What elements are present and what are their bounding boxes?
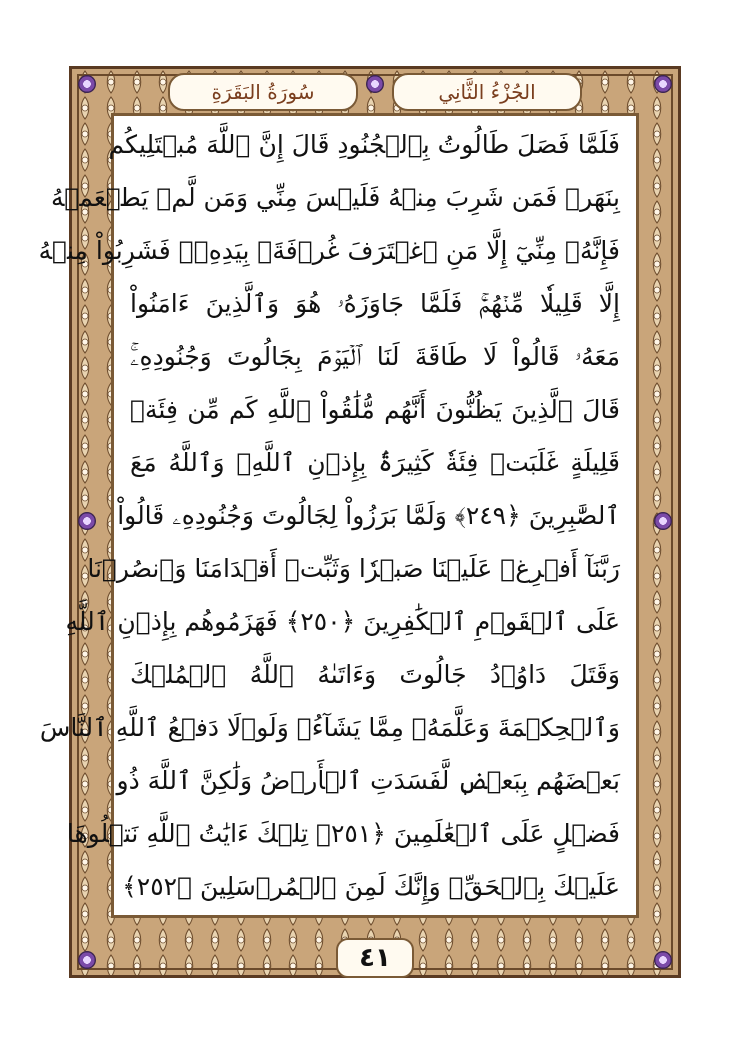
ornament-flower-icon bbox=[654, 951, 672, 969]
ornament-flower-icon bbox=[366, 75, 384, 93]
text-line: وَقَتَلَ دَاوُۥدُ جَالُوتَ وَءَاتَىٰهُ ٱللَّهُ ٱلۡمُلۡكَ bbox=[130, 660, 620, 689]
text-line: عَلَيۡكَ بِٱلۡحَقِّۚ وَإِنَّكَ لَمِنَ ٱلۡمُرۡسَلِينَ ﴿٢٥٢﴾ bbox=[122, 872, 620, 901]
surah-header bbox=[168, 73, 358, 111]
text-line: إِلَّا قَلِيلٗا مِّنۡهُمۡۚ فَلَمَّا جَاوَزَهُۥ هُوَ وَٱلَّذِينَ ءَامَنُواْ bbox=[130, 289, 620, 318]
text-line: قَلِيلَةٍ غَلَبَتۡ فِئَةٗ كَثِيرَةَۢ بِإِذۡنِ ٱللَّهِۗ وَٱللَّهُ مَعَ bbox=[130, 448, 620, 477]
surah-label: سُورَةُ البَقَرَةِ bbox=[211, 80, 315, 104]
text-line: ٱلصَّٰبِرِينَ ﴿٢٤٩﴾ وَلَمَّا بَرَزُواْ لِجَالُوتَ وَجُنُودِهِۦ قَالُواْ bbox=[117, 501, 620, 530]
page-number bbox=[336, 938, 414, 978]
text-line: رَبَّنَآ أَفۡرِغۡ عَلَيۡنَا صَبۡرٗا وَثَبِّتۡ أَقۡدَامَنَا وَٱنصُرۡنَا bbox=[87, 554, 620, 583]
text-line: فَضۡلٍ عَلَى ٱلۡعَٰلَمِينَ ﴿٢٥١﴾ تِلۡكَ ءَايَٰتُ ٱللَّهِ نَتۡلُوهَا bbox=[66, 819, 620, 848]
text-line: وَٱلۡحِكۡمَةَ وَعَلَّمَهُۥ مِمَّا يَشَآءُۗ وَلَوۡلَا دَفۡعُ ٱللَّهِ ٱلنَّاسَ bbox=[39, 713, 620, 742]
text-line: فَلَمَّا فَصَلَ طَالُوتُ بِٱلۡجُنُودِ قَالَ إِنَّ ٱللَّهَ مُبۡتَلِيكُم bbox=[108, 130, 620, 159]
juz-label: الجُزْءُ الثَّانِي bbox=[438, 80, 536, 104]
text-line: مَعَهُۥ قَالُواْ لَا طَاقَةَ لَنَا ٱلۡيَوۡمَ بِجَالُوتَ وَجُنُودِهِۦۚ bbox=[130, 342, 620, 371]
juz-header bbox=[392, 73, 582, 111]
ornament-flower-icon bbox=[654, 512, 672, 530]
page-number-label: ٤١ bbox=[359, 943, 391, 973]
text-line: بَعۡضَهُم بِبَعۡضٖ لَّفَسَدَتِ ٱلۡأَرۡضُ وَلَٰكِنَّ ٱللَّهَ ذُو bbox=[116, 766, 620, 795]
quran-text-block bbox=[38, 118, 620, 913]
text-line: عَلَى ٱلۡقَوۡمِ ٱلۡكَٰفِرِينَ ﴿٢٥٠﴾ فَهَزَمُوهُم بِإِذۡنِ ٱللَّهِ bbox=[65, 607, 620, 636]
ornament-flower-icon bbox=[78, 75, 96, 93]
ornament-flower-icon bbox=[78, 512, 96, 530]
text-line: فَإِنَّهُۥ مِنِّيٓ إِلَّا مَنِ ٱغۡتَرَفَ غُرۡفَةَۢ بِيَدِهِۦۚ فَشَرِبُواْ مِنۡهُ bbox=[38, 236, 620, 265]
ornament-flower-icon bbox=[78, 951, 96, 969]
text-line: بِنَهَرٖ فَمَن شَرِبَ مِنۡهُ فَلَيۡسَ مِنِّي وَمَن لَّمۡ يَطۡعَمۡهُ bbox=[50, 183, 620, 212]
ornament-flower-icon bbox=[654, 75, 672, 93]
text-line: قَالَ ٱلَّذِينَ يَظُنُّونَ أَنَّهُم مُّلَٰقُواْ ٱللَّهِ كَم مِّن فِئَةٖ bbox=[130, 395, 620, 424]
